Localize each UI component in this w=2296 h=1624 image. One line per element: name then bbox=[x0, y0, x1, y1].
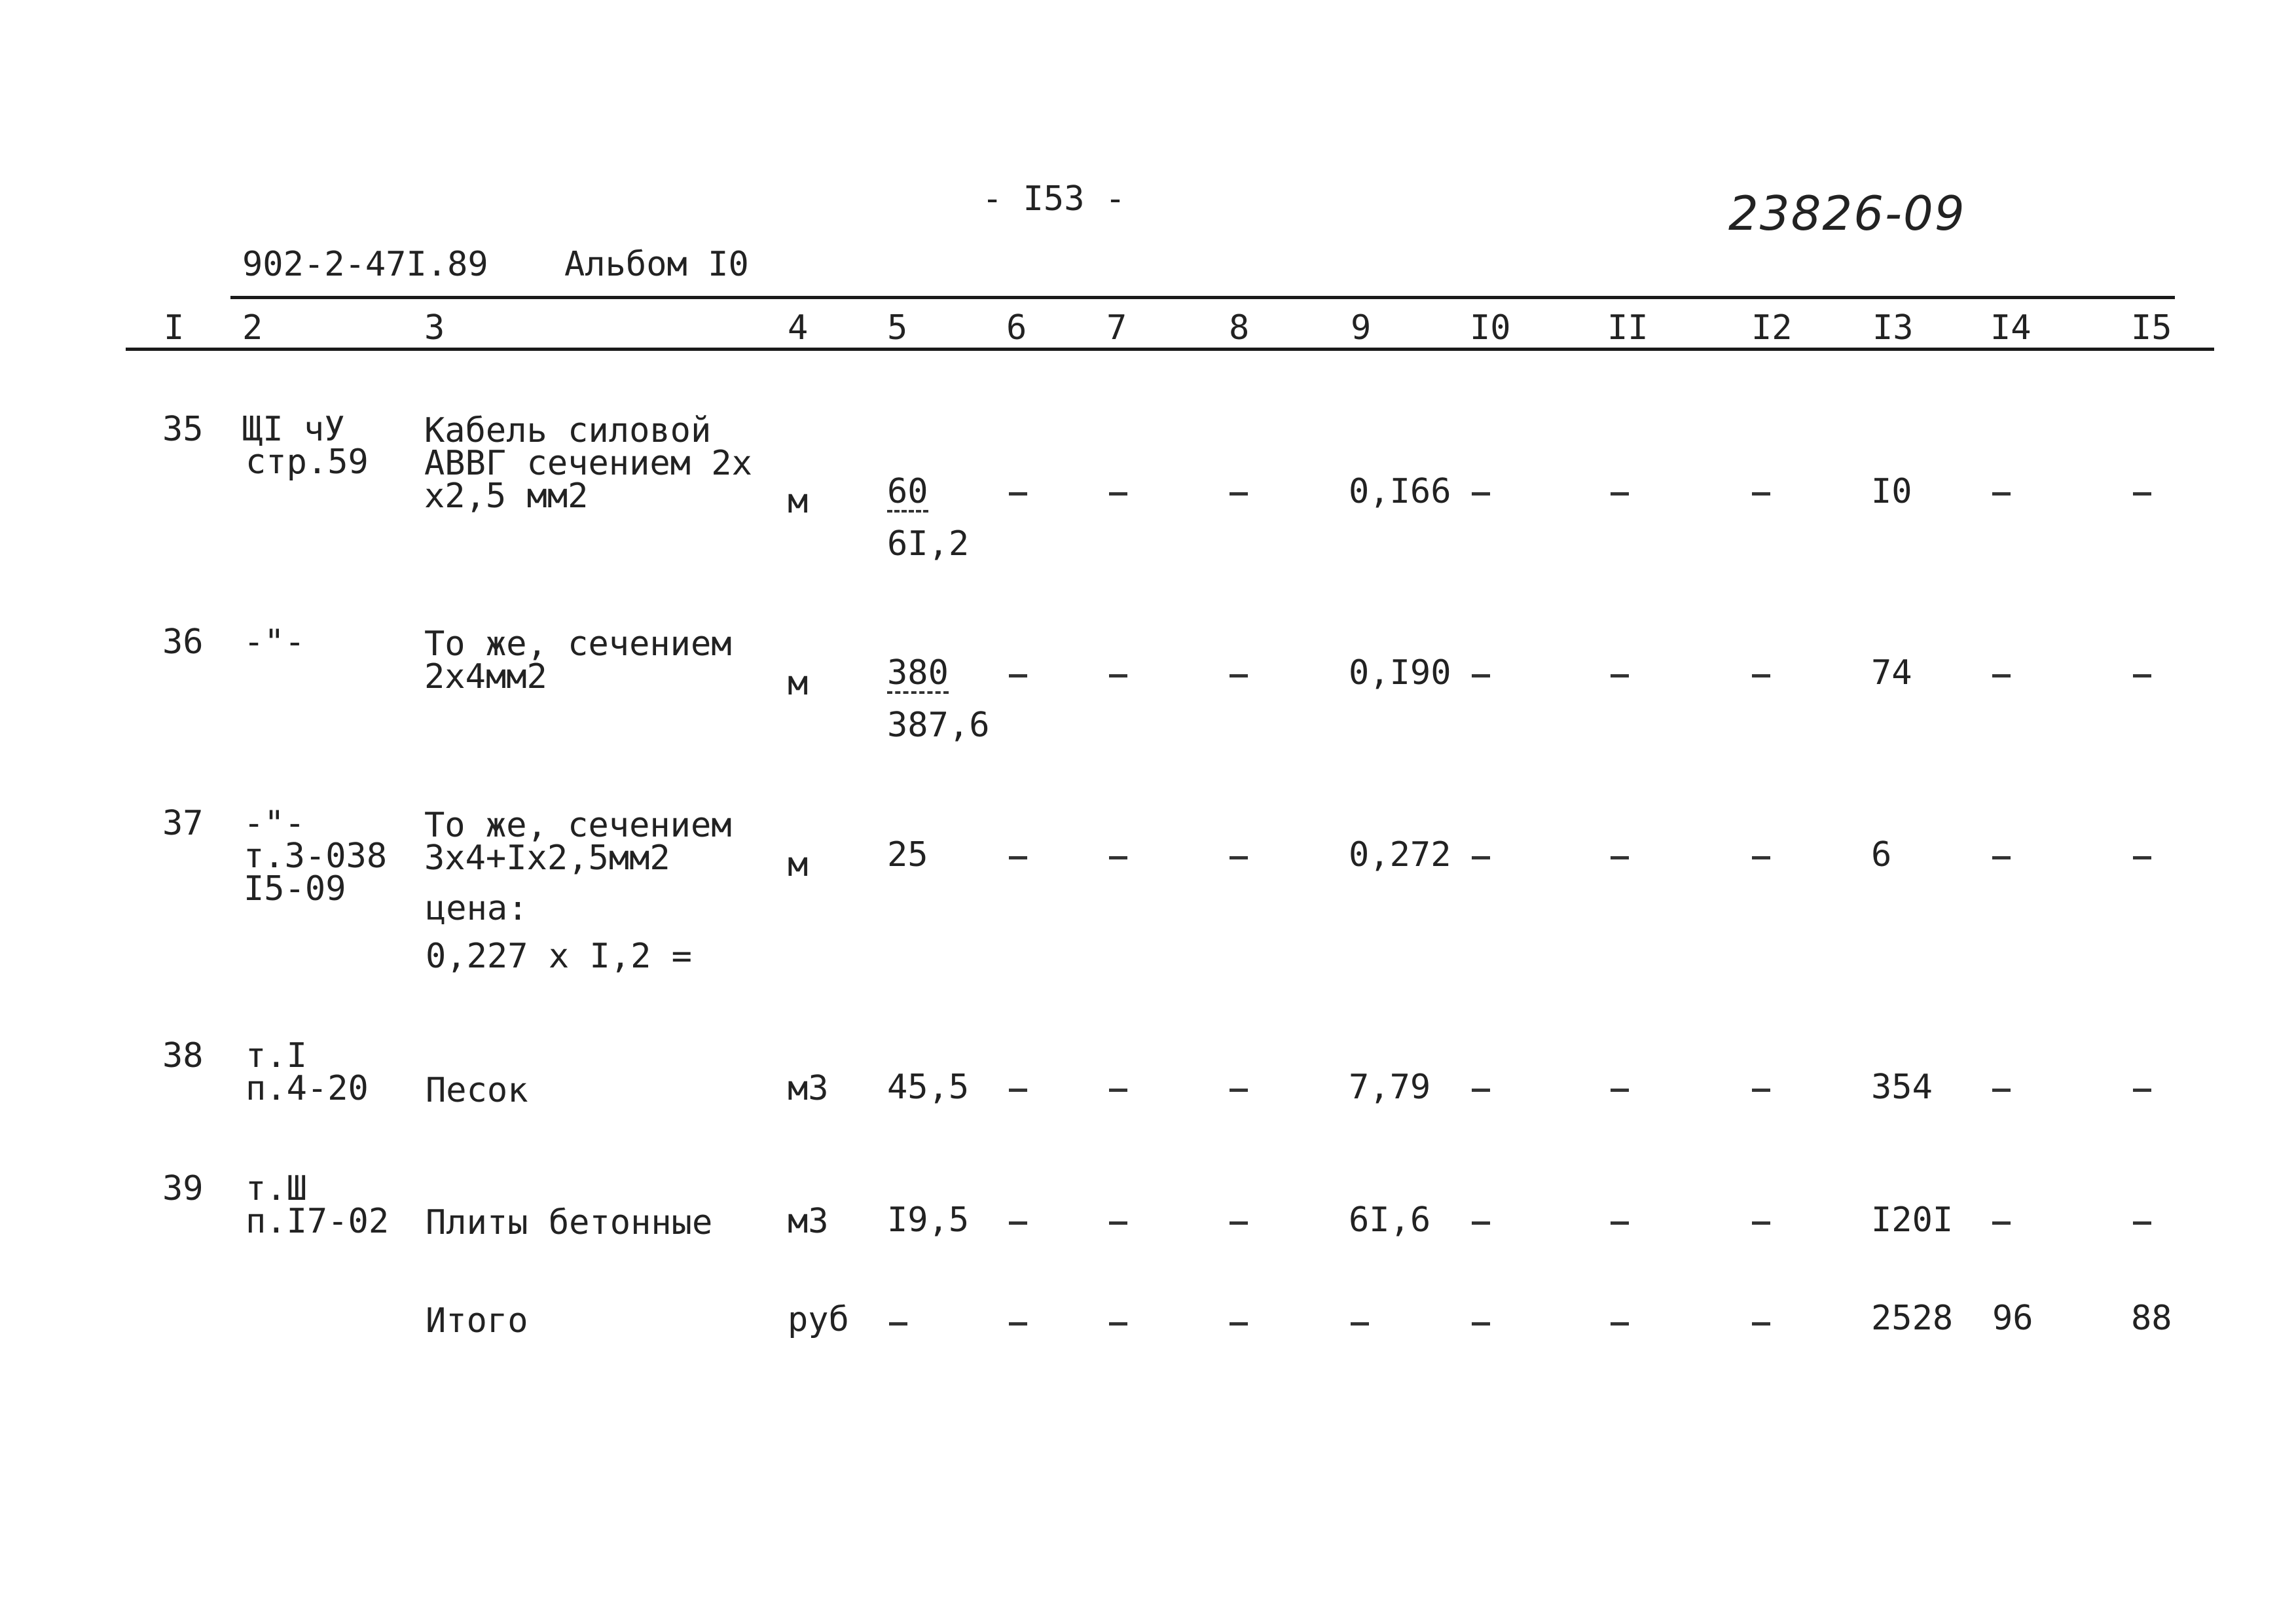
row-qty: 380 bbox=[887, 653, 949, 693]
row-price: 0,I66 bbox=[1349, 472, 1451, 511]
row-price: 0,272 bbox=[1349, 835, 1451, 875]
col-header: 7 bbox=[1106, 308, 1127, 348]
dash bbox=[1230, 1089, 1248, 1092]
row-desc: Кабель силовой bbox=[424, 411, 712, 450]
row-unit: м3 bbox=[788, 1202, 829, 1241]
row-ref: стр.59 bbox=[246, 442, 369, 482]
row-desc: х2,5 мм2 bbox=[424, 477, 589, 516]
col-header: I2 bbox=[1751, 308, 1793, 348]
dash bbox=[1351, 1322, 1369, 1326]
dash bbox=[1611, 1322, 1629, 1326]
dash bbox=[1230, 1322, 1248, 1326]
dash bbox=[1472, 1221, 1490, 1225]
row-number: 38 bbox=[162, 1036, 204, 1075]
dash bbox=[1230, 856, 1248, 859]
dash bbox=[2133, 856, 2151, 859]
row-unit: м3 bbox=[788, 1069, 829, 1108]
col-header: 2 bbox=[242, 308, 263, 348]
dash bbox=[1009, 674, 1027, 677]
dash bbox=[1009, 1322, 1027, 1326]
row-ref: -"- bbox=[244, 623, 305, 662]
col-header: 8 bbox=[1229, 308, 1250, 348]
header-rule-top bbox=[230, 296, 2175, 299]
dash bbox=[1992, 856, 2011, 859]
dash bbox=[1611, 1221, 1629, 1225]
dash bbox=[1992, 674, 2011, 677]
dash bbox=[1472, 856, 1490, 859]
dash bbox=[1752, 492, 1770, 496]
summary-label: Итого bbox=[426, 1301, 528, 1341]
dash bbox=[2133, 1089, 2151, 1092]
dash bbox=[1472, 1089, 1490, 1092]
row-number: 37 bbox=[162, 804, 204, 843]
page-number: - I53 - bbox=[982, 179, 1126, 219]
col-header: 9 bbox=[1351, 308, 1372, 348]
dash bbox=[1230, 674, 1248, 677]
row-ref: т.Ш bbox=[246, 1169, 307, 1208]
row-total: 6 bbox=[1871, 835, 1892, 875]
dash bbox=[1611, 856, 1629, 859]
row-ref: ЩI чУ bbox=[242, 410, 345, 449]
row-desc: 3х4+Iх2,5мм2 bbox=[424, 839, 670, 878]
dash bbox=[1109, 1221, 1127, 1225]
dash bbox=[1472, 674, 1490, 677]
dash bbox=[1472, 492, 1490, 496]
dash bbox=[1992, 1089, 2011, 1092]
row-qty: 25 bbox=[887, 835, 928, 875]
row-qty: 60 bbox=[887, 472, 928, 511]
row-ref: п.4-20 bbox=[246, 1069, 369, 1108]
dash bbox=[1230, 492, 1248, 496]
dash bbox=[1109, 1089, 1127, 1092]
row-desc: Песок bbox=[426, 1071, 528, 1110]
dash bbox=[2133, 674, 2151, 677]
dash bbox=[1752, 674, 1770, 677]
row-price: 6I,6 bbox=[1349, 1200, 1431, 1240]
row-note: цена: bbox=[426, 889, 528, 928]
row-desc: АВВГ сечением 2х bbox=[424, 444, 752, 483]
row-total: 354 bbox=[1871, 1068, 1933, 1107]
col-header: 5 bbox=[887, 308, 908, 348]
row-ref: т.I bbox=[246, 1036, 307, 1075]
dash bbox=[1992, 1221, 2011, 1225]
row-qty-adjusted: 387,6 bbox=[887, 706, 990, 745]
dash bbox=[1611, 1089, 1629, 1092]
row-ref: -"- bbox=[244, 804, 305, 843]
row-note: 0,227 х I,2 = bbox=[426, 937, 692, 976]
col-header: 4 bbox=[788, 308, 809, 348]
dash bbox=[1611, 492, 1629, 496]
doc-code: 902-2-47I.89 bbox=[242, 245, 488, 284]
dash bbox=[1109, 1322, 1127, 1326]
row-ref: п.I7-02 bbox=[246, 1202, 390, 1241]
row-unit: м bbox=[788, 845, 809, 884]
row-qty-adjusted: 6I,2 bbox=[887, 524, 970, 564]
dash bbox=[1109, 674, 1127, 677]
dash bbox=[1109, 492, 1127, 496]
col-header: I bbox=[164, 308, 185, 348]
col-header: II bbox=[1607, 308, 1649, 348]
summary-total: 2528 bbox=[1871, 1299, 1954, 1338]
dash bbox=[1472, 1322, 1490, 1326]
row-total: 74 bbox=[1871, 653, 1912, 693]
row-unit: м bbox=[788, 482, 809, 521]
row-qty: 45,5 bbox=[887, 1068, 970, 1107]
dash bbox=[1009, 1221, 1027, 1225]
row-number: 36 bbox=[162, 623, 204, 662]
dash bbox=[2133, 1221, 2151, 1225]
row-price: 7,79 bbox=[1349, 1068, 1431, 1107]
row-number: 35 bbox=[162, 410, 204, 449]
row-desc: Плиты бетонные bbox=[426, 1203, 713, 1242]
dash bbox=[1611, 674, 1629, 677]
row-desc: То же, сечением bbox=[424, 624, 732, 664]
col-header: I5 bbox=[2131, 308, 2172, 348]
stamp-number: 23826-09 bbox=[1728, 186, 1966, 241]
dash bbox=[2133, 492, 2151, 496]
row-number: 39 bbox=[162, 1169, 204, 1208]
dash bbox=[1752, 1221, 1770, 1225]
row-desc: 2х4мм2 bbox=[424, 657, 547, 696]
dash bbox=[1009, 492, 1027, 496]
summary-unit: руб bbox=[788, 1300, 849, 1339]
header-rule-bottom bbox=[126, 348, 2214, 351]
dash bbox=[889, 1322, 907, 1326]
album-label: Альбом I0 bbox=[564, 245, 749, 284]
col-header: 6 bbox=[1006, 308, 1027, 348]
row-total: I0 bbox=[1871, 472, 1912, 511]
dash bbox=[1009, 856, 1027, 859]
row-price: 0,I90 bbox=[1349, 653, 1451, 693]
dash bbox=[1752, 1089, 1770, 1092]
dash bbox=[1992, 492, 2011, 496]
summary-c14: 96 bbox=[1992, 1299, 2033, 1338]
row-desc: То же, сечением bbox=[424, 806, 732, 845]
dash bbox=[1009, 1089, 1027, 1092]
row-ref: т.3-038 bbox=[244, 837, 388, 876]
row-unit: м bbox=[788, 664, 809, 703]
dash bbox=[1752, 1322, 1770, 1326]
col-header: I4 bbox=[1990, 308, 2032, 348]
dash bbox=[1752, 856, 1770, 859]
col-header: 3 bbox=[424, 308, 445, 348]
row-qty: I9,5 bbox=[887, 1200, 970, 1240]
row-ref: I5-09 bbox=[244, 869, 346, 909]
row-total: I20I bbox=[1871, 1200, 1954, 1240]
dash bbox=[1230, 1221, 1248, 1225]
dash bbox=[1109, 856, 1127, 859]
col-header: I3 bbox=[1872, 308, 1914, 348]
col-header: I0 bbox=[1470, 308, 1511, 348]
summary-c15: 88 bbox=[2131, 1299, 2172, 1338]
